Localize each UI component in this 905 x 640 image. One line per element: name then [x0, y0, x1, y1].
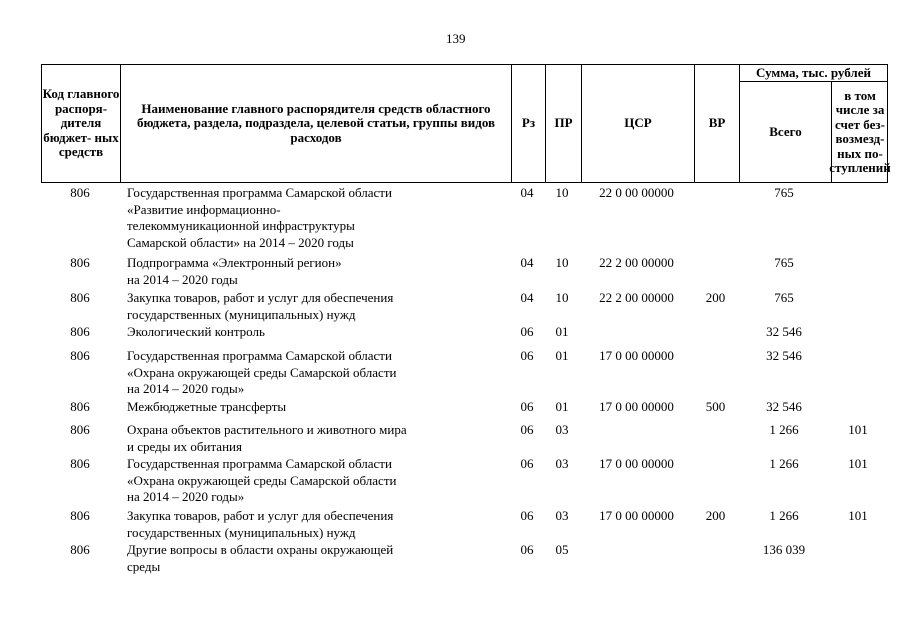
cell-vr: 200: [705, 508, 726, 523]
header-name: Наименование главного распорядителя средств областного бюджета, раздела, подраздела, целевой статьи, группы видов расходов: [120, 65, 511, 182]
cell-csr: 17 0 00 00000: [599, 348, 674, 363]
cell-code: 806: [70, 290, 90, 305]
header-pr: ПР: [545, 65, 581, 182]
cell-total: 1 266: [769, 456, 799, 471]
cell-pr: 10: [555, 185, 569, 200]
cell-pr: 03: [555, 456, 569, 471]
cell-pr: 10: [555, 255, 569, 270]
cell-csr: 22 2 00 00000: [599, 255, 674, 270]
cell-free: 101: [848, 508, 868, 523]
cell-pr: 01: [555, 348, 569, 363]
header-sum-group: [739, 64, 891, 182]
cell-free: 101: [848, 422, 868, 437]
cell-name: Экологический контроль: [127, 324, 265, 339]
header-rz: Рз: [511, 65, 545, 182]
cell-total: 32 546: [766, 324, 802, 339]
cell-csr: 17 0 00 00000: [599, 399, 674, 414]
cell-csr: 22 0 00 00000: [599, 185, 674, 200]
cell-csr: 17 0 00 00000: [599, 508, 674, 523]
cell-pr: 05: [555, 542, 569, 557]
header-sum-free: в том числе за счет без- возмезд- ных по- ступлений: [829, 87, 891, 175]
cell-total: 765: [774, 185, 794, 200]
cell-name: Государственная программа Самарской области «Охрана окружающей среды Самарской области на 2014 – 2020 годы»: [127, 456, 397, 504]
cell-code: 806: [70, 456, 90, 471]
header-sum-title: Сумма, тыс. рублей: [740, 65, 887, 82]
cell-code: 806: [70, 508, 90, 523]
cell-vr: 500: [705, 399, 726, 414]
cell-csr: 17 0 00 00000: [599, 456, 674, 471]
cell-name: Закупка товаров, работ и услуг для обеспечения государственных (муниципальных) нужд: [127, 290, 394, 322]
cell-pr: 03: [555, 508, 569, 523]
cell-rz: 04: [520, 290, 534, 305]
cell-rz: 06: [520, 542, 534, 557]
cell-name: Охрана объектов растительного и животного мира и среды их обитания: [127, 422, 407, 454]
cell-rz: 06: [520, 399, 534, 414]
cell-code: 806: [70, 422, 90, 437]
cell-rz: 06: [520, 324, 534, 339]
cell-pr: 03: [555, 422, 569, 437]
cell-rz: 04: [520, 255, 534, 270]
cell-code: 806: [70, 324, 90, 339]
cell-csr: 22 2 00 00000: [599, 290, 674, 305]
cell-total: 765: [774, 290, 794, 305]
cell-total: 32 546: [766, 399, 802, 414]
cell-rz: 06: [520, 348, 534, 363]
table-header: [41, 64, 891, 183]
cell-name: Другие вопросы в области охраны окружающей среды: [127, 542, 394, 574]
cell-code: 806: [70, 185, 90, 200]
cell-total: 32 546: [766, 348, 802, 363]
cell-rz: 04: [520, 185, 534, 200]
cell-rz: 06: [520, 456, 534, 471]
cell-free: 101: [848, 456, 868, 471]
cell-name: Межбюджетные трансферты: [127, 399, 287, 414]
cell-code: 806: [70, 542, 90, 557]
cell-code: 806: [70, 399, 90, 414]
cell-code: 806: [70, 348, 90, 363]
cell-total: 1 266: [769, 422, 799, 437]
page-number: 139: [446, 31, 466, 46]
header-code: Код главного распоря- дителя бюджет- ных средств: [42, 86, 120, 160]
cell-vr: 200: [705, 290, 726, 305]
header-sum-total: Всего: [740, 82, 832, 182]
header-csr: ЦСР: [581, 65, 694, 182]
cell-name: Государственная программа Самарской области «Развитие информационно- телекоммуникационной инфраструктуры Самарской области» на 2014 – 2020 годы: [127, 185, 392, 250]
cell-code: 806: [70, 255, 90, 270]
cell-rz: 06: [520, 422, 534, 437]
cell-total: 1 266: [769, 508, 799, 523]
cell-name: Государственная программа Самарской области «Охрана окружающей среды Самарской области на 2014 – 2020 годы»: [127, 348, 397, 396]
cell-name: Подпрограмма «Электронный регион» на 2014 – 2020 годы: [127, 255, 342, 287]
cell-total: 136 039: [762, 542, 806, 557]
cell-name: Закупка товаров, работ и услуг для обеспечения государственных (муниципальных) нужд: [127, 508, 394, 540]
cell-pr: 01: [555, 324, 569, 339]
cell-total: 765: [774, 255, 794, 270]
cell-rz: 06: [520, 508, 534, 523]
cell-pr: 10: [555, 290, 569, 305]
cell-pr: 01: [555, 399, 569, 414]
header-vr: ВР: [694, 65, 739, 182]
